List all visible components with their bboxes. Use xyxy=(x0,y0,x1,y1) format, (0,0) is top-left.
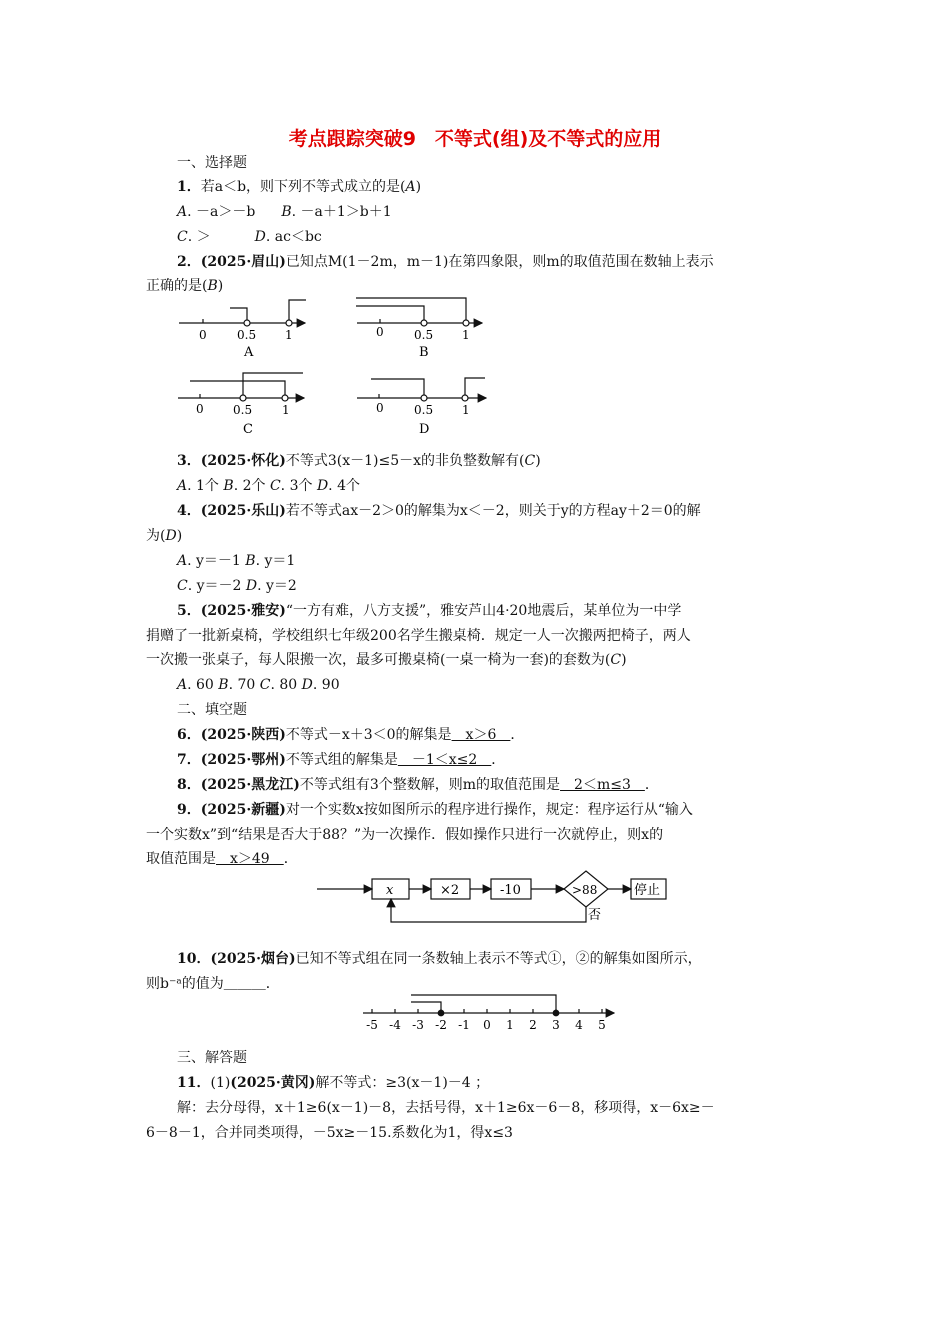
question-10 xyxy=(177,950,702,968)
q5-line2: 捐赠了一批新桌椅，学校组织七年级200名学生搬桌椅．规定一人一次搬两把椅子，两人 xyxy=(146,628,691,644)
q3-option-d-label: D xyxy=(316,478,329,494)
q1-option-b: . －a＋1＞b＋1 xyxy=(291,204,392,220)
q6-answer: x＞6 xyxy=(451,727,511,743)
q5-line3 xyxy=(146,651,627,669)
q3-option-c: . 3个 xyxy=(280,478,313,494)
q2-source: (2025·眉山) xyxy=(200,254,286,270)
q4-option-a: . y＝－1 xyxy=(187,553,241,569)
q11-number: 11． xyxy=(177,1075,211,1091)
q5-option-b: . 70 xyxy=(228,677,256,693)
q4-option-a-label: A xyxy=(177,553,188,569)
q4-option-c: . y＝－2 xyxy=(187,578,242,594)
q9-source: (2025·新疆) xyxy=(200,802,286,818)
q5-line1: “一方有难，八方支援”，雅安芦山4·20地震后，某单位为一中学 xyxy=(285,603,682,619)
q4-answer: D xyxy=(165,528,177,544)
q1-answer: A xyxy=(405,179,416,195)
nl-a-tick-1: 1 xyxy=(285,328,293,342)
q5-answer: C xyxy=(610,652,622,668)
q5-option-b-label: B xyxy=(218,677,229,693)
q4-source: (2025·乐山) xyxy=(200,503,286,519)
q3-answer: C xyxy=(524,453,536,469)
q4-line2 xyxy=(146,527,182,545)
q3-text: 不等式3(x－1)≤5－x的非负整数解有( xyxy=(285,453,525,469)
q4-options-ab xyxy=(177,552,295,570)
q7-source: (2025·鄂州) xyxy=(200,752,286,768)
q1-option-d: . ac＜bc xyxy=(265,229,322,245)
q10-text: 已知不等式组在同一条数轴上表示不等式①，②的解集如图所示， xyxy=(295,951,702,967)
q1-option-b-label: B xyxy=(281,204,292,220)
nl-c-label: C xyxy=(243,422,253,437)
q4-option-b-label: B xyxy=(245,553,256,569)
q10-tick-label: -2 xyxy=(435,1018,447,1032)
q2-text2: 正确的是( xyxy=(146,278,208,294)
q6-source: (2025·陕西) xyxy=(200,727,286,743)
q7-text: 不等式组的解集是 xyxy=(285,752,398,768)
page-title: 考点跟踪突破9 不等式(组)及不等式的应用 xyxy=(288,128,662,150)
flow-gt88: >88 xyxy=(572,883,598,897)
q9-line2: 一个实数x”到“结果是否大于88？”为一次操作．假如操作只进行一次就停止，则x的 xyxy=(146,827,664,843)
q6-end: ． xyxy=(510,727,525,743)
q7-number: 7． xyxy=(177,752,201,768)
q5-source: (2025·雅安) xyxy=(200,603,286,619)
q1-option-c-label: C xyxy=(177,229,188,245)
nl-d-tick-0: 0 xyxy=(376,401,384,415)
q5-option-c: . 80 xyxy=(270,677,298,693)
q11-solution-1: 解：去分母得，x＋1≥6(x－1)－8，去括号得，x＋1≥6x－6－8，移项得，x－6x≥－ xyxy=(177,1100,715,1116)
q4-number: 4． xyxy=(177,503,201,519)
flow-times2: ×2 xyxy=(440,883,460,898)
q7-answer: －1＜x≤2 xyxy=(397,752,492,768)
question-8 xyxy=(177,776,659,794)
q4-options-cd xyxy=(177,577,297,595)
question-4 xyxy=(177,502,701,520)
q10-line2 xyxy=(146,975,280,993)
q4-option-c-label: C xyxy=(177,578,188,594)
q10-tick-labels xyxy=(366,1018,606,1032)
nl-a-tick-05: 0.5 xyxy=(237,328,257,342)
flowchart xyxy=(317,871,666,922)
q1-close: ) xyxy=(415,179,422,195)
q10-tick-label: -3 xyxy=(412,1018,424,1032)
q10-number: 10． xyxy=(177,951,211,967)
number-line-a xyxy=(179,300,306,326)
q3-number: 3． xyxy=(177,453,201,469)
q10-tick-label: 3 xyxy=(552,1018,560,1032)
nl-c-tick-1: 1 xyxy=(282,403,290,417)
q11-solution-2: 6－8－1，合并同类项得，－5x≥－15.系数化为1，得x≤3 xyxy=(146,1125,513,1141)
q2-number: 2． xyxy=(177,254,201,270)
q4-option-d: . y＝2 xyxy=(257,578,297,594)
q6-text: 不等式－x＋3＜0的解集是 xyxy=(285,727,452,743)
q6-number: 6． xyxy=(177,727,201,743)
q9-number: 9． xyxy=(177,802,201,818)
q5-line3-text: 一次搬一张桌子，每人限搬一次，最多可搬桌椅(一桌一椅为一套)的套数为( xyxy=(146,652,611,668)
q10-tick-label: -4 xyxy=(389,1018,401,1032)
q10-tick-label: 1 xyxy=(506,1018,514,1032)
q10-source: (2025·烟台) xyxy=(210,951,296,967)
flow-no: 否 xyxy=(588,908,602,923)
q10-tick-label: -5 xyxy=(366,1018,378,1032)
q3-option-b: . 2个 xyxy=(233,478,266,494)
section-choice: 一、选择题 xyxy=(177,155,247,171)
q10-tick-label: -1 xyxy=(458,1018,470,1032)
q5-option-d-label: D xyxy=(301,677,313,693)
q5-option-d: . 90 xyxy=(312,677,340,693)
question-11 xyxy=(177,1074,489,1092)
q7-end: ． xyxy=(491,752,506,768)
q3-option-a-label: A xyxy=(177,478,188,494)
question-3 xyxy=(177,452,541,470)
q5-options xyxy=(177,676,340,694)
nl-a-label: A xyxy=(244,345,254,360)
q3-option-a: . 1个 xyxy=(187,478,219,494)
q9-answer: x＞49 xyxy=(216,851,284,867)
q5-close: ) xyxy=(621,652,627,668)
q5-option-a-label: A xyxy=(177,677,188,693)
q8-answer: 2＜m≤3 xyxy=(560,777,645,793)
q4-option-d-label: D xyxy=(245,578,258,594)
q8-end: ． xyxy=(644,777,659,793)
q3-option-d: . 4个 xyxy=(328,478,360,494)
nl-d-label: D xyxy=(419,422,430,437)
q11-source: (2025·黄冈) xyxy=(230,1075,316,1091)
number-line-c xyxy=(178,373,304,401)
question-6 xyxy=(177,726,524,744)
q3-option-c-label: C xyxy=(269,478,281,494)
flow-stop: 停止 xyxy=(634,883,661,898)
nl-d-tick-05: 0.5 xyxy=(414,403,434,417)
number-line-d xyxy=(357,378,486,401)
q9-end: ． xyxy=(283,851,298,867)
q2-text: 已知点M(1－2m，m－1)在第四象限，则m的取值范围在数轴上表示 xyxy=(285,254,714,270)
q5-option-a: . 60 xyxy=(187,677,214,693)
q11-part: (1) xyxy=(210,1075,231,1091)
q1-option-a: . －a＞－b xyxy=(187,204,256,220)
number-line-b xyxy=(356,298,482,326)
q4-text2: 为( xyxy=(146,528,166,544)
nl-b-tick-05: 0.5 xyxy=(414,328,434,342)
q4-option-b: . y＝1 xyxy=(255,553,296,569)
q10-tick-label: 4 xyxy=(575,1018,583,1032)
nl-d-tick-1: 1 xyxy=(462,403,470,417)
q11-text: 解不等式：≥3(x－1)－4 ； xyxy=(315,1075,490,1091)
nl-c-tick-05: 0.5 xyxy=(233,403,253,417)
number-line-q10 xyxy=(363,995,614,1016)
q10-line2-text: 则b⁻ᵃ的值为 xyxy=(146,976,224,992)
q10-tick-label: 0 xyxy=(483,1018,491,1032)
q1-option-a-label: A xyxy=(177,204,188,220)
flow-minus10: -10 xyxy=(500,883,521,898)
nl-b-label: B xyxy=(419,345,429,360)
q10-tick-label: 2 xyxy=(529,1018,537,1032)
q1-text: 若a＜b，则下列不等式成立的是( xyxy=(200,179,406,195)
q5-option-c-label: C xyxy=(259,677,271,693)
q8-text: 不等式组有3个整数解，则m的取值范围是 xyxy=(299,777,561,793)
q9-line3 xyxy=(146,850,298,868)
question-7 xyxy=(177,751,505,769)
q10-end: ． xyxy=(265,976,280,992)
q4-close: ) xyxy=(176,528,183,544)
q3-option-b-label: B xyxy=(223,478,234,494)
q9-line1: 对一个实数x按如图所示的程序进行操作，规定：程序运行从“输入 xyxy=(285,802,693,818)
flow-input-x: x xyxy=(386,883,394,898)
q1-option-c: . ＞ xyxy=(187,229,211,245)
q2-answer: B xyxy=(207,278,218,294)
q3-source: (2025·怀化) xyxy=(200,453,286,469)
q10-tick-label: 5 xyxy=(598,1018,606,1032)
q8-number: 8． xyxy=(177,777,201,793)
nl-b-tick-1: 1 xyxy=(462,328,470,342)
nl-b-tick-0: 0 xyxy=(376,325,384,339)
section-solve: 三、解答题 xyxy=(177,1050,247,1066)
question-9 xyxy=(177,801,693,819)
nl-a-tick-0: 0 xyxy=(199,328,207,342)
q1-option-d-label: D xyxy=(254,229,266,245)
q10-answer-blank: ＿＿＿ xyxy=(223,976,266,992)
nl-c-tick-0: 0 xyxy=(196,402,204,416)
q8-source: (2025·黑龙江) xyxy=(200,777,300,793)
section-fill: 二、填空题 xyxy=(177,702,247,718)
question-5 xyxy=(177,602,681,620)
q2-close: ) xyxy=(217,278,224,294)
q9-line3-text: 取值范围是 xyxy=(146,851,216,867)
q3-options xyxy=(177,477,360,495)
q3-close: ) xyxy=(535,453,541,469)
q4-text: 若不等式ax－2＞0的解集为x＜－2，则关于y的方程ay＋2＝0的解 xyxy=(285,503,701,519)
q1-number: 1． xyxy=(177,179,201,195)
q5-number: 5． xyxy=(177,603,201,619)
